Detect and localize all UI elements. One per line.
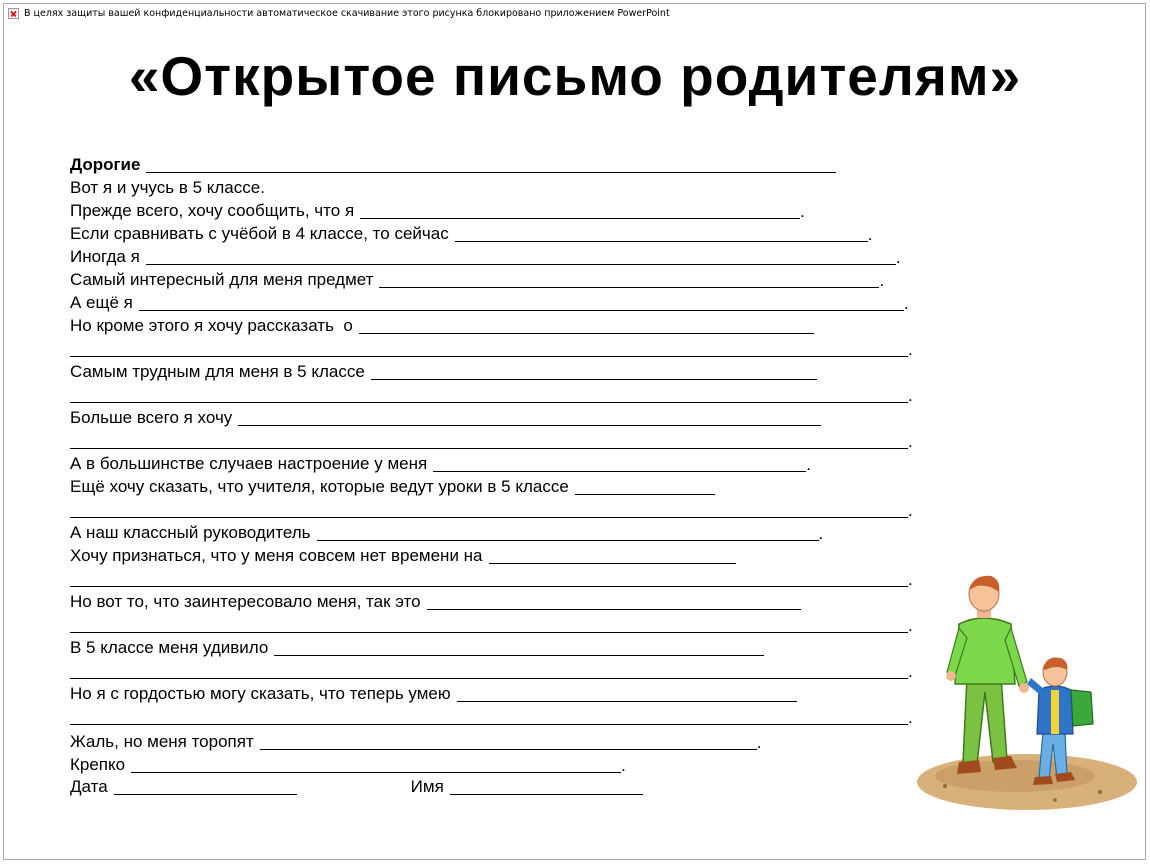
line-text: Прежде всего, хочу сообщить, что я (70, 201, 355, 220)
fill-in-blank[interactable] (260, 749, 757, 750)
line-text: Но я с гордостью могу сказать, что теперь умею (70, 684, 451, 703)
period: . (908, 708, 913, 727)
line-text: Иногда я (70, 247, 140, 266)
letter-line (70, 590, 801, 612)
fill-in-blank[interactable] (70, 632, 908, 633)
letter-line (70, 222, 872, 244)
letter-line-continuation (70, 383, 913, 405)
fill-in-blank[interactable] (575, 494, 715, 495)
date-blank[interactable] (114, 794, 297, 795)
period: . (806, 455, 811, 474)
letter-line-continuation (70, 613, 913, 635)
letter-line-continuation (70, 337, 913, 359)
line-text: Но вот то, что заинтересовало меня, так это (70, 592, 421, 611)
letter-line (70, 452, 811, 474)
letter-line (70, 314, 814, 336)
fill-in-blank[interactable] (146, 264, 896, 265)
date-label: Дата (70, 777, 108, 796)
line-text: Хочу признаться, что у меня совсем нет времени на (70, 546, 483, 565)
period: . (908, 616, 913, 635)
fill-in-blank[interactable] (359, 333, 814, 334)
fill-in-blank[interactable] (70, 517, 908, 518)
fill-in-blank[interactable] (131, 772, 621, 773)
letter-line (70, 475, 715, 497)
line-text: Крепко (70, 755, 126, 774)
letter-line-greeting (70, 153, 836, 175)
fill-in-blank[interactable] (360, 218, 800, 219)
fill-in-blank[interactable] (317, 540, 819, 541)
period: . (800, 202, 805, 221)
line-text: В 5 классе меня удивило (70, 638, 269, 657)
fill-in-blank[interactable] (139, 310, 904, 311)
letter-line (70, 753, 626, 775)
letter-line (70, 730, 761, 752)
fill-in-blank[interactable] (489, 563, 736, 564)
fill-in-blank[interactable] (427, 609, 801, 610)
letter-line-continuation (70, 567, 913, 589)
line-text: Дорогие (70, 155, 141, 174)
fill-in-blank[interactable] (70, 402, 908, 403)
line-text: Жаль, но меня торопят (70, 732, 254, 751)
fill-in-blank[interactable] (238, 425, 821, 426)
fill-in-blank[interactable] (371, 379, 817, 380)
page-title: «Открытое письмо родителям» (128, 45, 1022, 107)
period: . (867, 225, 873, 244)
line-text: Самым трудным для меня в 5 классе (70, 362, 365, 381)
letter-line (70, 406, 821, 428)
fill-in-blank[interactable] (70, 724, 908, 725)
period: . (908, 432, 913, 451)
period: . (908, 340, 913, 359)
fill-in-blank[interactable] (379, 287, 879, 288)
fill-in-blank[interactable] (146, 172, 836, 173)
fill-in-blank[interactable] (457, 701, 797, 702)
broken-image-icon (8, 8, 19, 19)
letter-line (70, 521, 823, 543)
line-text: Вот я и учусь в 5 классе. (70, 178, 265, 197)
line-text: Если сравнивать с учёбой в 4 классе, то сейчас (70, 224, 449, 243)
period: . (621, 756, 626, 775)
father-and-son-walking-clipart (915, 572, 1140, 817)
period: . (879, 271, 885, 290)
line-text: Больше всего я хочу (70, 408, 233, 427)
period: . (908, 386, 913, 405)
line-text: Но кроме этого я хочу рассказать о (70, 316, 353, 335)
fill-in-blank[interactable] (70, 448, 908, 449)
fill-in-blank[interactable] (433, 471, 806, 472)
period: . (908, 501, 913, 520)
fill-in-blank[interactable] (70, 356, 908, 357)
letter-line (70, 544, 736, 566)
line-text: Ещё хочу сказать, что учителя, которые ведут уроки в 5 классе (70, 477, 569, 496)
letter-line (70, 360, 817, 382)
letter-line (70, 291, 909, 313)
letter-line (70, 268, 884, 290)
letter-line-continuation (70, 498, 913, 520)
letter-line (70, 245, 901, 267)
fill-in-blank[interactable] (455, 241, 868, 242)
period: . (818, 524, 824, 543)
period: . (895, 248, 901, 267)
blocked-image-notice (8, 6, 670, 20)
letter-line (70, 682, 797, 704)
period: . (756, 733, 762, 752)
letter-line-signature (70, 775, 643, 797)
letter-line (70, 199, 805, 221)
fill-in-blank[interactable] (70, 586, 908, 587)
fill-in-blank[interactable] (274, 655, 764, 656)
period: . (908, 662, 913, 681)
letter-line-continuation (70, 705, 913, 727)
letter-line (70, 176, 265, 198)
letter-line (70, 636, 764, 658)
line-text: А ещё я (70, 293, 133, 312)
letter-line-continuation (70, 429, 913, 451)
letter-line-continuation (70, 659, 913, 681)
period: . (908, 570, 913, 589)
name-blank[interactable] (450, 794, 643, 795)
line-text: Самый интересный для меня предмет (70, 270, 374, 289)
fill-in-blank[interactable] (70, 678, 908, 679)
line-text: А в большинстве случаев настроение у меня (70, 454, 428, 473)
blocked-image-notice-text: В целях защиты вашей конфиденциальности автоматическое скачивание этого рисунка блокировано приложением PowerPoint (24, 7, 670, 19)
period: . (903, 294, 909, 313)
line-text: А наш классный руководитель (70, 523, 311, 542)
name-label: Имя (410, 777, 444, 796)
